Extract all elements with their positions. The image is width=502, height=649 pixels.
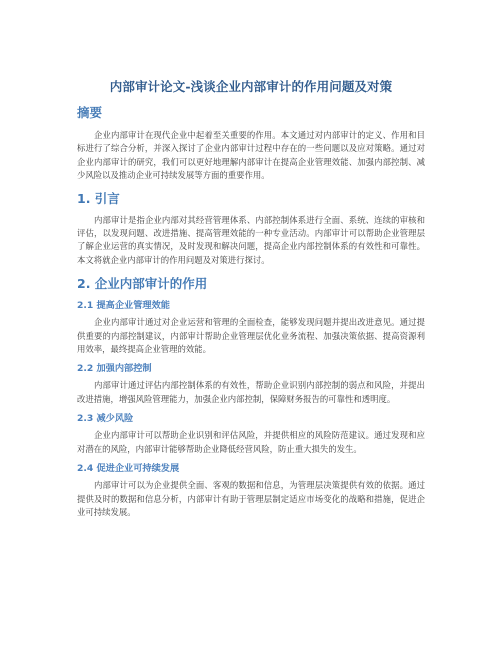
subsection-heading-2-3: 2.3 减少风险 bbox=[77, 413, 134, 425]
role-section-heading: 2. 企业内部审计的作用 bbox=[77, 276, 208, 292]
subsection-paragraph-2-3: 企业内部审计可以帮助企业识别和评估风险，并提供相应的风险防范建议。通过发现和应对潜在的风险，内部审计能够帮助企业降低经营风险，防止重大损失的发生。 bbox=[77, 430, 425, 454]
subsection-heading-2-2: 2.2 加强内部控制 bbox=[77, 363, 152, 375]
abstract-heading: 摘要 bbox=[77, 105, 103, 120]
document-title: 内部审计论文-浅谈企业内部审计的作用问题及对策 bbox=[109, 79, 393, 94]
subsection-paragraph-2-4: 内部审计可以为企业提供全面、客观的数据和信息，为管理层决策提供有效的依据。通过提供及时的数据和信息分析，内部审计有助于管理层制定适应市场变化的战略和措施，促进企业可持续发展。 bbox=[77, 480, 425, 517]
subsection-heading-2-1: 2.1 提高企业管理效能 bbox=[77, 300, 170, 312]
subsection-heading-2-4: 2.4 促进企业可持续发展 bbox=[77, 463, 180, 475]
introduction-paragraph: 内部审计是指企业内部对其经营管理体系、内部控制体系进行全面、系统、连续的审核和评估，以发现问题、改进措施、提高管理效能的一种专业活动。内部审计可以帮助企业管理层了解企业运营的真实情况，及时发现和解决问题，提高企业内部控制体系的有效性和可靠性。本文将就企业内部审计的作用问题及对策进行探讨。 bbox=[77, 214, 425, 265]
subsection-paragraph-2-1: 企业内部审计通过对企业运营和管理的全面检查，能够发现问题并提出改进意见。通过提供重要的内部控制建议，内部审计帮助企业管理层优化业务流程、加强决策依据、提高资源利用效率，最终提高企业管理的效能。 bbox=[77, 317, 425, 355]
subsection-paragraph-2-2: 内部审计通过评估内部控制体系的有效性，帮助企业识别内部控制的弱点和风险，并提出改进措施，增强风险管理能力，加强企业内部控制，保障财务报告的可靠性和透明度。 bbox=[77, 380, 425, 404]
abstract-paragraph: 企业内部审计在现代企业中起着至关重要的作用。本文通过对内部审计的定义、作用和目标进行了综合分析，并深入探讨了企业内部审计过程中存在的一些问题以及应对策略。通过对企业内部审计的研究，我们可以更好地理解内部审计在提高企业管理效能、加强内部控制、减少风险以及推动企业可持续发展等方面的重要作用。 bbox=[77, 130, 425, 181]
introduction-heading: 1. 引言 bbox=[77, 190, 120, 206]
